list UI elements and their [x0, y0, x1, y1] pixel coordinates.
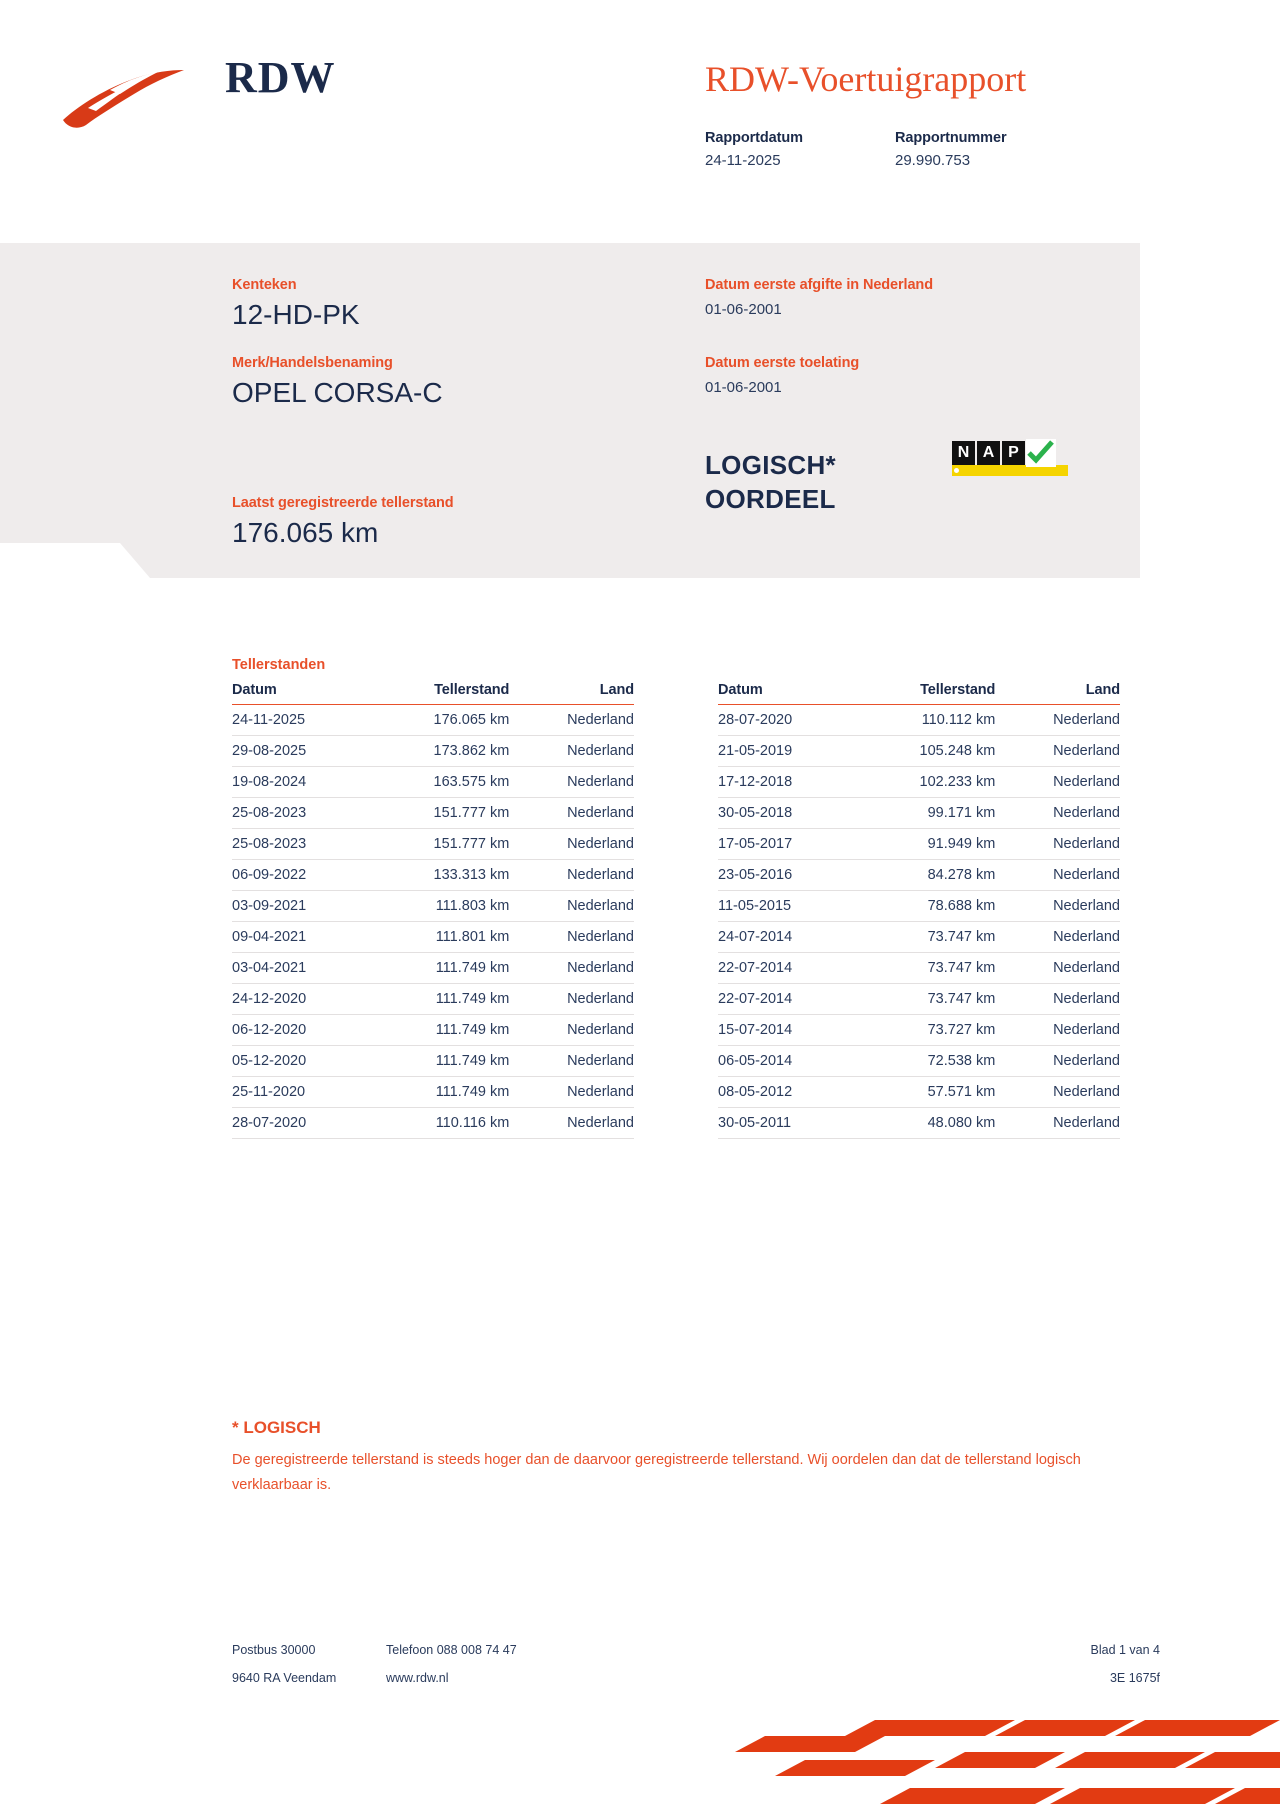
report-date-label: Rapportdatum [705, 130, 803, 146]
cell-datum: 23-05-2016 [718, 860, 863, 891]
cell-land: Nederland [1005, 705, 1120, 736]
report-number-block [895, 130, 1045, 169]
cell-tellerstand: 111.749 km [377, 1046, 519, 1077]
column-header-datum: Datum [232, 680, 377, 705]
cell-datum: 25-11-2020 [232, 1077, 377, 1108]
table-row [232, 767, 634, 798]
table-row [232, 1077, 634, 1108]
report-number-label: Rapportnummer [895, 130, 1007, 146]
table-row [232, 705, 634, 736]
last-reading-label: Laatst geregistreerde tellerstand [232, 495, 454, 511]
cell-datum: 22-07-2014 [718, 984, 863, 1015]
cell-datum: 25-08-2023 [232, 829, 377, 860]
cell-land: Nederland [1005, 1077, 1120, 1108]
cell-datum: 29-08-2025 [232, 736, 377, 767]
cell-datum: 19-08-2024 [232, 767, 377, 798]
cell-land: Nederland [1005, 984, 1120, 1015]
footer-doc-code: 3E 1675f [1109, 1671, 1160, 1685]
cell-datum: 05-12-2020 [232, 1046, 377, 1077]
merk-label: Merk/Handelsbenaming [232, 355, 393, 371]
table-row [232, 953, 634, 984]
cell-datum: 17-12-2018 [718, 767, 863, 798]
cell-datum: 08-05-2012 [718, 1077, 863, 1108]
table-row [232, 1046, 634, 1077]
cell-land: Nederland [1005, 860, 1120, 891]
cell-datum: 25-08-2023 [232, 798, 377, 829]
cell-tellerstand: 111.749 km [377, 953, 519, 984]
first-issue-value: 01-06-2001 [705, 301, 782, 318]
cell-land: Nederland [519, 736, 634, 767]
cell-land: Nederland [519, 984, 634, 1015]
cell-land: Nederland [1005, 1046, 1120, 1077]
cell-land: Nederland [1005, 1108, 1120, 1139]
table-row [232, 860, 634, 891]
cell-tellerstand: 84.278 km [863, 860, 1005, 891]
cell-tellerstand: 73.747 km [863, 953, 1005, 984]
report-meta [705, 130, 1045, 169]
table-row [718, 798, 1120, 829]
cell-land: Nederland [519, 1015, 634, 1046]
footer-address-line2: 9640 RA Veendam [232, 1671, 337, 1685]
cell-tellerstand: 73.747 km [863, 984, 1005, 1015]
cell-land: Nederland [519, 1046, 634, 1077]
cell-datum: 06-05-2014 [718, 1046, 863, 1077]
cell-land: Nederland [1005, 829, 1120, 860]
table-row [232, 829, 634, 860]
column-header-datum: Datum [718, 680, 863, 705]
first-issue-label: Datum eerste afgifte in Nederland [705, 277, 933, 293]
report-title: RDW-Voertuigrapport [705, 59, 1027, 99]
cell-datum: 17-05-2017 [718, 829, 863, 860]
table-row [718, 1077, 1120, 1108]
cell-datum: 30-05-2018 [718, 798, 863, 829]
cell-land: Nederland [519, 829, 634, 860]
readings-left-body [232, 705, 634, 1139]
cell-tellerstand: 105.248 km [863, 736, 1005, 767]
table-row [718, 984, 1120, 1015]
nap-letters [952, 441, 1027, 465]
cell-tellerstand: 151.777 km [377, 829, 519, 860]
cell-land: Nederland [1005, 953, 1120, 984]
kenteken-label: Kenteken [232, 277, 297, 293]
table-row [232, 1108, 634, 1139]
cell-land: Nederland [519, 798, 634, 829]
table-row [718, 705, 1120, 736]
judgement-line-1: LOGISCH* [705, 450, 836, 480]
table-row [718, 1046, 1120, 1077]
document-header [0, 0, 1280, 240]
cell-tellerstand: 173.862 km [377, 736, 519, 767]
merk-value: OPEL CORSA-C [232, 377, 443, 408]
cell-datum: 03-04-2021 [232, 953, 377, 984]
table-row [718, 891, 1120, 922]
table-row [232, 1015, 634, 1046]
nap-letter-a: A [977, 441, 1000, 465]
table-row [718, 736, 1120, 767]
table-row [232, 798, 634, 829]
cell-datum: 15-07-2014 [718, 1015, 863, 1046]
cell-land: Nederland [519, 705, 634, 736]
cell-land: Nederland [1005, 922, 1120, 953]
table-row [718, 1015, 1120, 1046]
table-row [232, 736, 634, 767]
judgement-text [705, 448, 836, 516]
readings-right-body [718, 705, 1120, 1139]
cell-tellerstand: 57.571 km [863, 1077, 1005, 1108]
footer-address [232, 1636, 336, 1692]
cell-tellerstand: 99.171 km [863, 798, 1005, 829]
rdw-wordmark: RDW [225, 53, 336, 102]
report-date-value: 24-11-2025 [705, 152, 781, 169]
column-header-land: Land [519, 680, 634, 705]
kenteken-value: 12-HD-PK [232, 299, 360, 330]
cell-datum: 30-05-2011 [718, 1108, 863, 1139]
cell-tellerstand: 111.749 km [377, 1077, 519, 1108]
table-row [232, 984, 634, 1015]
cell-tellerstand: 102.233 km [863, 767, 1005, 798]
cell-tellerstand: 48.080 km [863, 1108, 1005, 1139]
footer-address-line1: Postbus 30000 [232, 1643, 316, 1657]
column-header-tellerstand: Tellerstand [377, 680, 519, 705]
cell-tellerstand: 73.727 km [863, 1015, 1005, 1046]
cell-tellerstand: 133.313 km [377, 860, 519, 891]
cell-tellerstand: 73.747 km [863, 922, 1005, 953]
cell-land: Nederland [519, 891, 634, 922]
cell-tellerstand: 91.949 km [863, 829, 1005, 860]
cell-tellerstand: 72.538 km [863, 1046, 1005, 1077]
table-row [718, 953, 1120, 984]
nap-letter-n: N [952, 441, 975, 465]
cell-tellerstand: 78.688 km [863, 891, 1005, 922]
table-row [232, 922, 634, 953]
cell-land: Nederland [1005, 891, 1120, 922]
cell-land: Nederland [519, 767, 634, 798]
judgement-line-2: OORDEEL [705, 484, 836, 514]
last-reading-value: 176.065 km [232, 517, 379, 548]
table-row [718, 1108, 1120, 1139]
nap-letter-p: P [1002, 441, 1025, 465]
footer-page-info: Blad 1 van 4 [1090, 1643, 1160, 1657]
vehicle-summary-content [0, 243, 1140, 578]
cell-tellerstand: 163.575 km [377, 767, 519, 798]
footer-website[interactable]: www.rdw.nl [386, 1671, 449, 1685]
cell-datum: 06-12-2020 [232, 1015, 377, 1046]
cell-tellerstand: 111.749 km [377, 984, 519, 1015]
cell-land: Nederland [1005, 736, 1120, 767]
column-header-land: Land [1005, 680, 1120, 705]
readings-section-title: Tellerstanden [232, 657, 326, 673]
cell-datum: 09-04-2021 [232, 922, 377, 953]
cell-datum: 24-11-2025 [232, 705, 377, 736]
cell-land: Nederland [519, 922, 634, 953]
cell-land: Nederland [1005, 767, 1120, 798]
cell-tellerstand: 176.065 km [377, 705, 519, 736]
cell-land: Nederland [1005, 798, 1120, 829]
readings-table-left [232, 680, 634, 1139]
cell-tellerstand: 110.116 km [377, 1108, 519, 1139]
table-row [718, 767, 1120, 798]
cell-datum: 11-05-2015 [718, 891, 863, 922]
nap-logo-icon [952, 441, 1068, 477]
table-row [718, 860, 1120, 891]
cell-datum: 28-07-2020 [232, 1108, 377, 1139]
nap-dot [954, 468, 959, 473]
report-number-value: 29.990.753 [895, 152, 971, 169]
cell-datum: 21-05-2019 [718, 736, 863, 767]
footer-phone: Telefoon 088 008 74 47 [386, 1643, 517, 1657]
cell-datum: 28-07-2020 [718, 705, 863, 736]
cell-land: Nederland [519, 953, 634, 984]
readings-table-right [718, 680, 1120, 1139]
cell-tellerstand: 110.112 km [863, 705, 1005, 736]
footer-contact [386, 1636, 517, 1692]
cell-datum: 24-07-2014 [718, 922, 863, 953]
cell-datum: 22-07-2014 [718, 953, 863, 984]
first-admission-label: Datum eerste toelating [705, 355, 860, 371]
table-header-row [718, 680, 1120, 705]
cell-land: Nederland [519, 860, 634, 891]
nap-check-icon [1026, 439, 1056, 467]
footnote-body: De geregistreerde tellerstand is steeds hoger dan de daarvoor geregistreerde tellerstand. Wij oordelen dan dat de tellerstand logisch verklaarbaar is. [232, 1452, 1081, 1493]
table-row [232, 891, 634, 922]
cell-datum: 06-09-2022 [232, 860, 377, 891]
table-row [718, 922, 1120, 953]
footer-decorative-graphic [735, 1690, 1280, 1810]
table-header-row [232, 680, 634, 705]
column-header-tellerstand: Tellerstand [863, 680, 1005, 705]
cell-tellerstand: 111.803 km [377, 891, 519, 922]
first-admission-value: 01-06-2001 [705, 379, 782, 396]
cell-tellerstand: 151.777 km [377, 798, 519, 829]
cell-datum: 24-12-2020 [232, 984, 377, 1015]
cell-tellerstand: 111.749 km [377, 1015, 519, 1046]
cell-tellerstand: 111.801 km [377, 922, 519, 953]
cell-datum: 03-09-2021 [232, 891, 377, 922]
report-date-block [705, 130, 855, 169]
footer-page-info-block [1091, 1636, 1161, 1692]
cell-land: Nederland [1005, 1015, 1120, 1046]
table-row [718, 829, 1120, 860]
footnote-title: * LOGISCH [232, 1418, 321, 1437]
cell-land: Nederland [519, 1108, 634, 1139]
rdw-logo-icon [58, 62, 188, 134]
cell-land: Nederland [519, 1077, 634, 1108]
